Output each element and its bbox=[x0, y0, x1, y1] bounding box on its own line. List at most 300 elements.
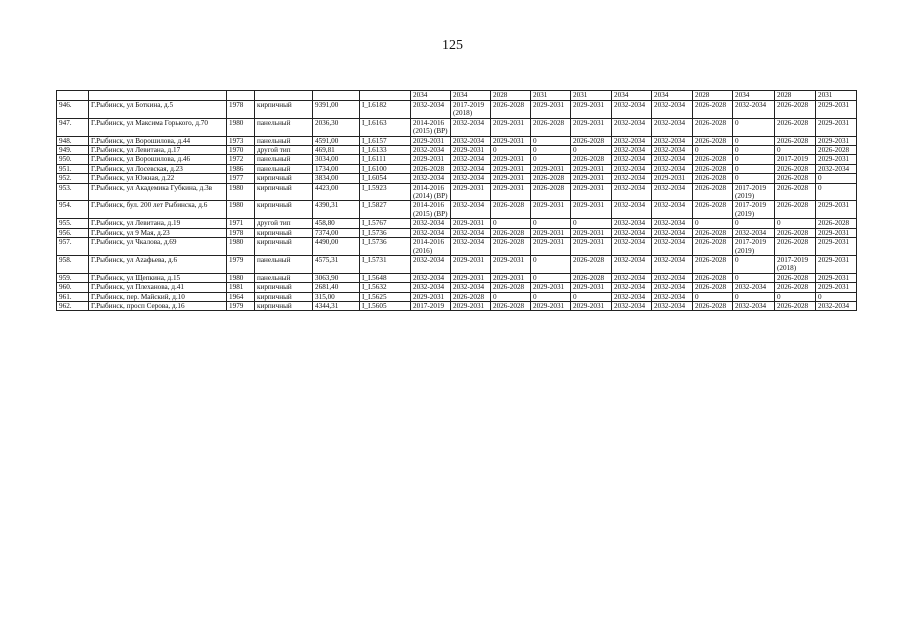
repair-period-cell: 2032-2034 bbox=[612, 228, 652, 237]
header-blank-cell bbox=[360, 91, 411, 101]
wall-material-cell: кирпичный bbox=[255, 201, 313, 219]
repair-period-cell: 0 bbox=[816, 183, 857, 201]
area-cell: 4575,31 bbox=[313, 255, 360, 273]
house-code-cell: I_I.5625 bbox=[360, 292, 411, 301]
repair-period-cell: 2026-2028 bbox=[693, 228, 733, 237]
build-year-cell: 1980 bbox=[227, 273, 255, 282]
repair-period-cell: 2032-2034 bbox=[652, 238, 693, 256]
repair-period-cell: 0 bbox=[733, 164, 775, 173]
repair-period-cell: 0 bbox=[531, 155, 571, 164]
repair-period-cell: 2026-2028 bbox=[693, 101, 733, 119]
address-cell: Г.Рыбинск, просп Серова, д.16 bbox=[89, 301, 227, 310]
wall-material-cell: кирпичный bbox=[255, 292, 313, 301]
wall-material-cell: кирпичный bbox=[255, 183, 313, 201]
repair-period-cell: 2032-2034 bbox=[652, 164, 693, 173]
repair-period-cell: 2032-2034 bbox=[733, 283, 775, 292]
repair-period-cell: 2026-2028 bbox=[531, 118, 571, 136]
wall-material-cell: другой тип bbox=[255, 146, 313, 155]
repair-period-cell: 2029-2031 bbox=[451, 273, 491, 282]
repair-period-cell: 2017-2019 (2019) bbox=[733, 238, 775, 256]
table-row bbox=[57, 283, 857, 292]
header-blank-cell bbox=[313, 91, 360, 101]
repair-period-cell: 2032-2034 bbox=[612, 136, 652, 145]
address-cell: Г.Рыбинск, ул Академика Губкина, д.3в bbox=[89, 183, 227, 201]
wall-material-cell: кирпичный bbox=[255, 174, 313, 183]
repair-period-cell: 2029-2031 bbox=[411, 155, 451, 164]
repair-period-cell: 2029-2031 bbox=[571, 201, 612, 219]
house-code-cell: I_I.5767 bbox=[360, 219, 411, 228]
build-year-cell: 1980 bbox=[227, 201, 255, 219]
repair-period-cell: 2032-2034 bbox=[652, 136, 693, 145]
repair-period-cell: 2017-2019 (2019) bbox=[733, 201, 775, 219]
repair-period-cell: 2026-2028 bbox=[775, 273, 816, 282]
repair-period-cell: 2032-2034 bbox=[451, 201, 491, 219]
area-cell: 3034,00 bbox=[313, 155, 360, 164]
repair-period-cell: 2026-2028 bbox=[531, 174, 571, 183]
repair-period-cell: 0 bbox=[733, 155, 775, 164]
build-year-cell: 1986 bbox=[227, 164, 255, 173]
row-number-cell: 954. bbox=[57, 201, 89, 219]
repair-period-cell: 2032-2034 bbox=[652, 146, 693, 155]
wall-material-cell: панельный bbox=[255, 136, 313, 145]
repair-period-cell: 2029-2031 bbox=[816, 155, 857, 164]
build-year-cell: 1981 bbox=[227, 283, 255, 292]
build-year-cell: 1964 bbox=[227, 292, 255, 301]
area-cell: 1734,00 bbox=[313, 164, 360, 173]
repair-period-cell: 2026-2028 bbox=[693, 283, 733, 292]
repair-period-cell: 2032-2034 bbox=[451, 164, 491, 173]
repair-period-cell: 2029-2031 bbox=[411, 292, 451, 301]
table-row bbox=[57, 101, 857, 119]
row-number-cell: 953. bbox=[57, 183, 89, 201]
table-row bbox=[57, 136, 857, 145]
wall-material-cell: кирпичный bbox=[255, 101, 313, 119]
repair-period-cell: 2032-2034 bbox=[816, 164, 857, 173]
repair-period-cell: 2026-2028 bbox=[816, 219, 857, 228]
build-year-cell: 1973 bbox=[227, 136, 255, 145]
address-cell: Г.Рыбинск, ул Лосевская, д.23 bbox=[89, 164, 227, 173]
repair-period-cell: 2029-2031 bbox=[451, 255, 491, 273]
repair-period-cell: 2026-2028 bbox=[693, 155, 733, 164]
build-year-cell: 1980 bbox=[227, 238, 255, 256]
repair-period-cell: 2029-2031 bbox=[491, 255, 531, 273]
area-cell: 4344,31 bbox=[313, 301, 360, 310]
repair-period-cell: 2026-2028 bbox=[491, 228, 531, 237]
area-cell: 4490,00 bbox=[313, 238, 360, 256]
repair-period-cell: 2029-2031 bbox=[491, 118, 531, 136]
repair-period-cell: 0 bbox=[733, 146, 775, 155]
table-row bbox=[57, 118, 857, 136]
repair-period-cell: 2026-2028 bbox=[775, 301, 816, 310]
repair-period-cell: 2026-2028 bbox=[775, 201, 816, 219]
table-row bbox=[57, 273, 857, 282]
repair-period-cell: 2026-2028 bbox=[491, 101, 531, 119]
repair-period-cell: 2032-2034 bbox=[733, 101, 775, 119]
repair-period-cell: 0 bbox=[693, 219, 733, 228]
wall-material-cell: другой тип bbox=[255, 219, 313, 228]
repair-period-cell: 2026-2028 bbox=[775, 183, 816, 201]
repair-period-cell: 2029-2031 bbox=[571, 238, 612, 256]
repair-period-cell: 2026-2028 bbox=[693, 301, 733, 310]
repair-period-cell: 2032-2034 bbox=[652, 301, 693, 310]
repair-period-cell: 0 bbox=[733, 174, 775, 183]
address-cell: Г.Рыбинск, пер. Майский, д.10 bbox=[89, 292, 227, 301]
repair-period-cell: 0 bbox=[531, 255, 571, 273]
repair-period-cell: 0 bbox=[775, 146, 816, 155]
build-year-cell: 1970 bbox=[227, 146, 255, 155]
repair-period-cell: 2029-2031 bbox=[531, 228, 571, 237]
repair-period-cell: 2029-2031 bbox=[571, 183, 612, 201]
repair-period-cell: 0 bbox=[693, 146, 733, 155]
area-cell: 4591,00 bbox=[313, 136, 360, 145]
table-row bbox=[57, 219, 857, 228]
repair-period-cell: 2032-2034 bbox=[816, 301, 857, 310]
table-row bbox=[57, 292, 857, 301]
wall-material-cell: панельный bbox=[255, 118, 313, 136]
table-row bbox=[57, 164, 857, 173]
repair-period-cell: 2026-2028 bbox=[491, 301, 531, 310]
row-number-cell: 962. bbox=[57, 301, 89, 310]
row-number-cell: 948. bbox=[57, 136, 89, 145]
header-blank-cell bbox=[255, 91, 313, 101]
area-cell: 458,80 bbox=[313, 219, 360, 228]
repair-period-cell: 2014-2016 (2015) (ВР) bbox=[411, 201, 451, 219]
repair-period-cell: 2029-2031 bbox=[451, 183, 491, 201]
table-row bbox=[57, 238, 857, 256]
repair-period-cell: 2029-2031 bbox=[491, 174, 531, 183]
repair-period-cell: 0 bbox=[531, 292, 571, 301]
repair-period-cell: 2032-2034 bbox=[652, 101, 693, 119]
repair-period-cell: 2032-2034 bbox=[612, 255, 652, 273]
table-row bbox=[57, 201, 857, 219]
area-cell: 9391,00 bbox=[313, 101, 360, 119]
repair-period-cell: 2032-2034 bbox=[451, 155, 491, 164]
build-year-cell: 1979 bbox=[227, 301, 255, 310]
repair-period-cell: 2029-2031 bbox=[451, 301, 491, 310]
address-cell: Г.Рыбинск, ул Ворошилова, д.44 bbox=[89, 136, 227, 145]
repair-period-cell: 2032-2034 bbox=[733, 301, 775, 310]
header-year-cell: 2028 bbox=[693, 91, 733, 101]
repair-period-cell: 2029-2031 bbox=[411, 136, 451, 145]
repair-period-cell: 2026-2028 bbox=[775, 174, 816, 183]
repair-period-cell: 0 bbox=[816, 292, 857, 301]
repair-period-cell: 2029-2031 bbox=[816, 201, 857, 219]
area-cell: 4390,31 bbox=[313, 201, 360, 219]
repair-period-cell: 2026-2028 bbox=[775, 228, 816, 237]
table-row bbox=[57, 183, 857, 201]
address-cell: Г.Рыбинск, ул Ворошилова, д.46 bbox=[89, 155, 227, 164]
repair-period-cell: 0 bbox=[775, 219, 816, 228]
row-number-cell: 952. bbox=[57, 174, 89, 183]
repair-period-cell: 0 bbox=[733, 292, 775, 301]
repair-period-cell: 2026-2028 bbox=[693, 273, 733, 282]
table-row bbox=[57, 174, 857, 183]
build-year-cell: 1978 bbox=[227, 101, 255, 119]
repair-period-cell: 0 bbox=[733, 136, 775, 145]
repair-period-cell: 2026-2028 bbox=[816, 146, 857, 155]
repair-period-cell: 2026-2028 bbox=[775, 136, 816, 145]
repair-period-cell: 2029-2031 bbox=[816, 238, 857, 256]
row-number-cell: 951. bbox=[57, 164, 89, 173]
house-code-cell: I_I.5605 bbox=[360, 301, 411, 310]
repair-period-cell: 0 bbox=[491, 292, 531, 301]
house-code-cell: I_I.5731 bbox=[360, 255, 411, 273]
table-row bbox=[57, 255, 857, 273]
repair-period-cell: 2026-2028 bbox=[693, 183, 733, 201]
repair-period-cell: 2029-2031 bbox=[652, 174, 693, 183]
wall-material-cell: кирпичный bbox=[255, 238, 313, 256]
address-cell: Г.Рыбинск, ул Щепкина, д.15 bbox=[89, 273, 227, 282]
house-code-cell: I_I.5648 bbox=[360, 273, 411, 282]
wall-material-cell: кирпичный bbox=[255, 228, 313, 237]
row-number-cell: 961. bbox=[57, 292, 89, 301]
address-cell: Г.Рыбинск, ул Боткина, д.5 bbox=[89, 101, 227, 119]
area-cell: 315,00 bbox=[313, 292, 360, 301]
address-cell: Г.Рыбинск, ул Плеханова, д.41 bbox=[89, 283, 227, 292]
area-cell: 2681,40 bbox=[313, 283, 360, 292]
table-row bbox=[57, 146, 857, 155]
repair-period-cell: 2032-2034 bbox=[411, 283, 451, 292]
repair-period-cell: 2032-2034 bbox=[451, 174, 491, 183]
repair-period-cell: 2032-2034 bbox=[652, 219, 693, 228]
house-code-cell: I_I.5736 bbox=[360, 228, 411, 237]
repair-period-cell: 0 bbox=[491, 146, 531, 155]
row-number-cell: 958. bbox=[57, 255, 89, 273]
repair-period-cell: 2032-2034 bbox=[411, 146, 451, 155]
header-year-cell: 2031 bbox=[571, 91, 612, 101]
page-number: 125 bbox=[442, 38, 463, 53]
housing-repair-schedule-table bbox=[56, 90, 857, 311]
repair-period-cell: 2029-2031 bbox=[571, 301, 612, 310]
repair-period-cell: 2029-2031 bbox=[531, 201, 571, 219]
area-cell: 469,81 bbox=[313, 146, 360, 155]
header-year-cell: 2031 bbox=[531, 91, 571, 101]
repair-period-cell: 2032-2034 bbox=[652, 273, 693, 282]
repair-period-cell: 2026-2028 bbox=[775, 238, 816, 256]
repair-period-cell: 2029-2031 bbox=[571, 101, 612, 119]
header-year-cell: 2028 bbox=[491, 91, 531, 101]
repair-period-cell: 2032-2034 bbox=[411, 255, 451, 273]
area-cell: 4423,00 bbox=[313, 183, 360, 201]
repair-period-cell: 2017-2019 (2019) bbox=[733, 183, 775, 201]
repair-period-cell: 2029-2031 bbox=[571, 118, 612, 136]
repair-period-cell: 2014-2016 (2015) (ВР) bbox=[411, 118, 451, 136]
row-number-cell: 950. bbox=[57, 155, 89, 164]
header-year-cell: 2034 bbox=[652, 91, 693, 101]
header-blank-cell bbox=[227, 91, 255, 101]
repair-period-cell: 2032-2034 bbox=[612, 118, 652, 136]
header-blank-cell bbox=[89, 91, 227, 101]
build-year-cell: 1977 bbox=[227, 174, 255, 183]
repair-period-cell: 0 bbox=[733, 219, 775, 228]
table-row bbox=[57, 301, 857, 310]
repair-period-cell: 2032-2034 bbox=[451, 238, 491, 256]
repair-period-cell: 2032-2034 bbox=[612, 273, 652, 282]
header-year-cell: 2034 bbox=[451, 91, 491, 101]
address-cell: Г.Рыбинск, ул Чкалова, д.69 bbox=[89, 238, 227, 256]
area-cell: 2036,30 bbox=[313, 118, 360, 136]
repair-period-cell: 0 bbox=[733, 255, 775, 273]
build-year-cell: 1972 bbox=[227, 155, 255, 164]
repair-period-cell: 2017-2019 (2018) bbox=[775, 255, 816, 273]
house-code-cell: I_I.6111 bbox=[360, 155, 411, 164]
repair-period-cell: 2029-2031 bbox=[531, 164, 571, 173]
repair-period-cell: 2032-2034 bbox=[652, 228, 693, 237]
area-cell: 3834,00 bbox=[313, 174, 360, 183]
repair-period-cell: 2029-2031 bbox=[531, 238, 571, 256]
repair-period-cell: 2032-2034 bbox=[411, 101, 451, 119]
repair-period-cell: 2026-2028 bbox=[693, 164, 733, 173]
repair-period-cell: 2026-2028 bbox=[571, 255, 612, 273]
repair-period-cell: 2026-2028 bbox=[775, 118, 816, 136]
repair-period-cell: 2026-2028 bbox=[693, 118, 733, 136]
repair-period-cell: 2029-2031 bbox=[491, 164, 531, 173]
repair-period-cell: 2032-2034 bbox=[612, 101, 652, 119]
repair-period-cell: 2029-2031 bbox=[451, 219, 491, 228]
repair-period-cell: 2014-2016 (2014) (ВР) bbox=[411, 183, 451, 201]
address-cell: Г.Рыбинск, ул Южная, д.22 bbox=[89, 174, 227, 183]
repair-period-cell: 0 bbox=[733, 273, 775, 282]
house-code-cell: I_I.6157 bbox=[360, 136, 411, 145]
repair-period-cell: 2029-2031 bbox=[816, 101, 857, 119]
repair-period-cell: 0 bbox=[531, 273, 571, 282]
repair-period-cell: 2029-2031 bbox=[491, 183, 531, 201]
repair-period-cell: 2032-2034 bbox=[411, 174, 451, 183]
house-code-cell: I_I.6182 bbox=[360, 101, 411, 119]
row-number-cell: 960. bbox=[57, 283, 89, 292]
repair-period-cell: 2029-2031 bbox=[531, 301, 571, 310]
row-number-cell: 949. bbox=[57, 146, 89, 155]
wall-material-cell: панельный bbox=[255, 273, 313, 282]
repair-period-cell: 0 bbox=[775, 292, 816, 301]
repair-period-cell: 2029-2031 bbox=[531, 283, 571, 292]
repair-period-cell: 2029-2031 bbox=[816, 283, 857, 292]
address-cell: Г.Рыбинск, ул 9 Мая, д.23 bbox=[89, 228, 227, 237]
build-year-cell: 1980 bbox=[227, 118, 255, 136]
repair-period-cell: 2017-2019 (2018) bbox=[451, 101, 491, 119]
header-year-cell: 2028 bbox=[775, 91, 816, 101]
repair-period-cell: 2026-2028 bbox=[491, 201, 531, 219]
build-year-cell: 1971 bbox=[227, 219, 255, 228]
repair-period-cell: 2026-2028 bbox=[693, 174, 733, 183]
repair-period-cell: 2029-2031 bbox=[816, 273, 857, 282]
repair-period-cell: 2026-2028 bbox=[775, 101, 816, 119]
address-cell: Г.Рыбинск, бул. 200 лет Рыбинска, д.6 bbox=[89, 201, 227, 219]
repair-period-cell: 2026-2028 bbox=[693, 238, 733, 256]
house-code-cell: I_I.6054 bbox=[360, 174, 411, 183]
repair-period-cell: 2014-2016 (2016) bbox=[411, 238, 451, 256]
repair-period-cell: 2026-2028 bbox=[531, 183, 571, 201]
house-code-cell: I_I.6133 bbox=[360, 146, 411, 155]
repair-period-cell: 0 bbox=[693, 292, 733, 301]
area-cell: 7374,00 bbox=[313, 228, 360, 237]
table-row bbox=[57, 155, 857, 164]
repair-period-cell: 2032-2034 bbox=[612, 219, 652, 228]
repair-period-cell: 2029-2031 bbox=[816, 118, 857, 136]
repair-period-cell: 2026-2028 bbox=[571, 136, 612, 145]
repair-period-cell: 2029-2031 bbox=[571, 228, 612, 237]
wall-material-cell: панельный bbox=[255, 255, 313, 273]
repair-period-cell: 2032-2034 bbox=[652, 118, 693, 136]
header-years-row bbox=[57, 91, 857, 101]
row-number-cell: 947. bbox=[57, 118, 89, 136]
repair-period-cell: 2026-2028 bbox=[693, 201, 733, 219]
address-cell: Г.Рыбинск, ул Azaфьева, д.6 bbox=[89, 255, 227, 273]
repair-period-cell: 2026-2028 bbox=[775, 164, 816, 173]
repair-period-cell: 2029-2031 bbox=[816, 255, 857, 273]
repair-period-cell: 2026-2028 bbox=[775, 283, 816, 292]
repair-period-cell: 0 bbox=[733, 118, 775, 136]
repair-period-cell: 2032-2034 bbox=[612, 201, 652, 219]
repair-period-cell: 2032-2034 bbox=[612, 283, 652, 292]
repair-period-cell: 0 bbox=[571, 292, 612, 301]
repair-period-cell: 2029-2031 bbox=[571, 164, 612, 173]
row-number-cell: 955. bbox=[57, 219, 89, 228]
repair-period-cell: 2032-2034 bbox=[411, 273, 451, 282]
repair-period-cell: 2032-2034 bbox=[652, 183, 693, 201]
repair-period-cell: 2029-2031 bbox=[451, 146, 491, 155]
repair-period-cell: 2029-2031 bbox=[816, 136, 857, 145]
house-code-cell: I_I.6100 bbox=[360, 164, 411, 173]
repair-period-cell: 2026-2028 bbox=[571, 273, 612, 282]
build-year-cell: 1980 bbox=[227, 183, 255, 201]
row-number-cell: 946. bbox=[57, 101, 89, 119]
area-cell: 3063,90 bbox=[313, 273, 360, 282]
repair-period-cell: 0 bbox=[491, 219, 531, 228]
repair-period-cell: 2026-2028 bbox=[411, 164, 451, 173]
repair-period-cell: 2032-2034 bbox=[612, 155, 652, 164]
repair-period-cell: 2032-2034 bbox=[612, 164, 652, 173]
row-number-cell: 956. bbox=[57, 228, 89, 237]
repair-period-cell: 2032-2034 bbox=[411, 228, 451, 237]
repair-period-cell: 2017-2019 bbox=[411, 301, 451, 310]
row-number-cell: 957. bbox=[57, 238, 89, 256]
repair-period-cell: 2029-2031 bbox=[491, 273, 531, 282]
repair-period-cell: 2026-2028 bbox=[693, 255, 733, 273]
repair-period-cell: 0 bbox=[571, 146, 612, 155]
address-cell: Г.Рыбинск, ул Левитана, д.17 bbox=[89, 146, 227, 155]
wall-material-cell: панельный bbox=[255, 164, 313, 173]
address-cell: Г.Рыбинск, ул Левитана, д.19 bbox=[89, 219, 227, 228]
repair-period-cell: 2032-2034 bbox=[451, 136, 491, 145]
repair-period-cell: 2032-2034 bbox=[612, 292, 652, 301]
repair-period-cell: 0 bbox=[571, 219, 612, 228]
house-code-cell: I_I.5827 bbox=[360, 201, 411, 219]
wall-material-cell: кирпичный bbox=[255, 301, 313, 310]
repair-period-cell: 2032-2034 bbox=[652, 155, 693, 164]
repair-period-cell: 2032-2034 bbox=[612, 174, 652, 183]
house-code-cell: I_I.5923 bbox=[360, 183, 411, 201]
repair-period-cell: 2032-2034 bbox=[612, 183, 652, 201]
repair-period-cell: 2032-2034 bbox=[733, 228, 775, 237]
header-blank-cell bbox=[57, 91, 89, 101]
repair-period-cell: 2029-2031 bbox=[816, 228, 857, 237]
repair-period-cell: 2032-2034 bbox=[652, 201, 693, 219]
repair-period-cell: 2032-2034 bbox=[451, 118, 491, 136]
repair-period-cell: 2032-2034 bbox=[451, 228, 491, 237]
repair-period-cell: 2026-2028 bbox=[693, 136, 733, 145]
repair-period-cell: 0 bbox=[531, 136, 571, 145]
house-code-cell: I_I.6163 bbox=[360, 118, 411, 136]
wall-material-cell: кирпичный bbox=[255, 283, 313, 292]
header-year-cell: 2034 bbox=[411, 91, 451, 101]
repair-period-cell: 2032-2034 bbox=[612, 146, 652, 155]
repair-period-cell: 2032-2034 bbox=[652, 292, 693, 301]
house-code-cell: I_I.5632 bbox=[360, 283, 411, 292]
repair-period-cell: 2032-2034 bbox=[411, 219, 451, 228]
repair-period-cell: 2032-2034 bbox=[652, 255, 693, 273]
wall-material-cell: панельный bbox=[255, 155, 313, 164]
